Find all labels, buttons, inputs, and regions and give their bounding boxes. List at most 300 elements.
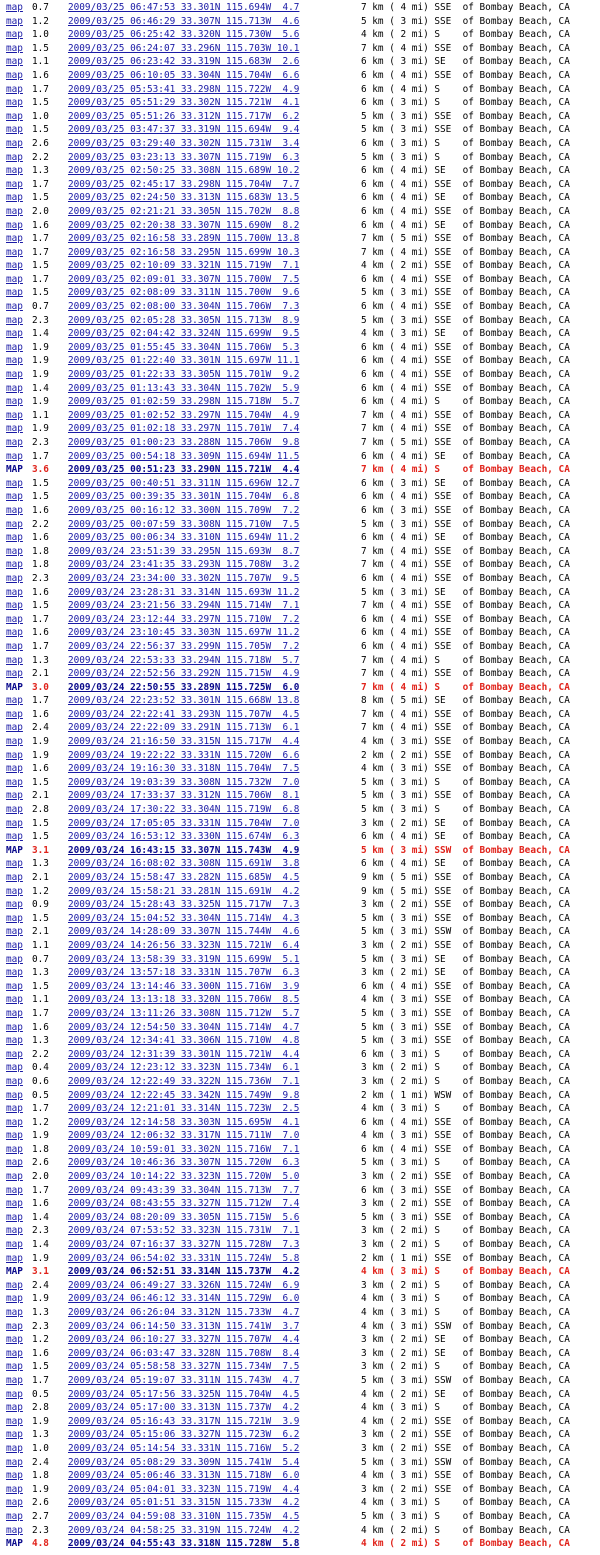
map-link[interactable]: map <box>6 437 23 448</box>
event-details-link[interactable]: 2009/03/24 16:08:02 33.308N 115.691W 3.8 <box>68 858 300 870</box>
quake-row <box>0 1292 600 1306</box>
event-details-link[interactable]: 2009/03/24 15:58:21 33.281N 115.691W 4.2 <box>68 885 300 897</box>
event-details-link[interactable]: 2009/03/24 06:54:02 33.331N 115.724W 5.8 <box>68 1252 300 1264</box>
magnitude: 2.3 <box>32 1225 49 1237</box>
event-details-link[interactable]: 2009/03/24 09:43:39 33.304N 115.713W 7.7 <box>68 1184 300 1196</box>
map-link[interactable]: MAP <box>6 464 23 476</box>
map-link[interactable]: map <box>6 42 23 54</box>
map-link[interactable]: map <box>6 994 23 1006</box>
event-details-link[interactable]: 2009/03/25 06:23:42 33.319N 115.683W 2.6 <box>68 56 300 68</box>
event-details-link[interactable]: 2009/03/25 06:10:05 33.304N 115.704W 6.6 <box>68 69 300 81</box>
map-link[interactable]: map <box>6 1402 23 1414</box>
location-text: 7 km ( 4 mi) SSE of Bombay Beach, CA <box>361 42 570 54</box>
map-link[interactable]: map <box>6 301 23 313</box>
map-link[interactable]: MAP <box>6 844 23 856</box>
event-details-link[interactable]: 2009/03/25 02:05:28 33.305N 115.713W 8.9 <box>68 314 300 326</box>
map-link[interactable]: map <box>6 559 23 571</box>
map-link[interactable]: map <box>6 110 23 122</box>
magnitude: 1.4 <box>32 1239 49 1251</box>
map-link[interactable]: map <box>6 695 23 707</box>
event-details-link[interactable]: 2009/03/25 01:22:33 33.305N 115.701W 9.2 <box>68 369 300 381</box>
event-details-link[interactable]: 2009/03/25 03:29:40 33.302N 115.731W 3.4 <box>68 137 300 149</box>
event-details-link[interactable]: 2009/03/24 07:53:52 33.323N 115.731W 7.1 <box>68 1225 300 1237</box>
map-link[interactable]: map <box>6 1035 23 1047</box>
map-link[interactable]: map <box>6 260 23 272</box>
event-details-link[interactable]: 2009/03/24 05:01:51 33.315N 115.733W 4.2 <box>68 1497 300 1509</box>
map-link[interactable]: map <box>6 776 23 788</box>
quake-row <box>0 1388 600 1402</box>
map-link[interactable]: map <box>6 1184 23 1196</box>
map-link[interactable]: map <box>6 165 23 177</box>
map-link[interactable]: map <box>6 1062 23 1074</box>
quake-row <box>0 123 600 137</box>
event-details-link[interactable]: 2009/03/25 01:00:23 33.288N 115.706W 9.8 <box>68 437 300 448</box>
magnitude: 1.2 <box>32 885 49 897</box>
event-details-link[interactable]: 2009/03/25 01:02:52 33.297N 115.704W 4.9 <box>68 409 300 421</box>
event-details-link[interactable]: 2009/03/24 22:53:33 33.294N 115.718W 5.7 <box>68 654 300 666</box>
map-link[interactable]: map <box>6 219 23 231</box>
map-link[interactable]: map <box>6 1143 23 1155</box>
map-link[interactable]: map <box>6 1279 23 1291</box>
map-link[interactable]: map <box>6 532 23 544</box>
event-details-link[interactable]: 2009/03/24 17:30:22 33.304N 115.719W 6.8 <box>68 804 300 816</box>
map-link[interactable]: map <box>6 151 23 163</box>
location-text: 6 km ( 4 mi) SE of Bombay Beach, CA <box>361 219 570 231</box>
event-details-link[interactable]: 2009/03/24 23:28:31 33.314N 115.693W 11.2 <box>68 586 300 598</box>
map-link[interactable]: map <box>6 341 23 353</box>
quake-row <box>0 1510 600 1524</box>
event-details-link[interactable]: 2009/03/25 01:22:40 33.301N 115.697W 11.1 <box>68 355 300 367</box>
map-link[interactable]: map <box>6 953 23 965</box>
event-details-link[interactable]: 2009/03/24 16:43:15 33.307N 115.743W 4.9 <box>68 844 300 856</box>
location-text: 5 km ( 3 mi) SSE of Bombay Beach, CA <box>361 1007 570 1019</box>
map-link[interactable]: map <box>6 1524 23 1536</box>
map-link[interactable]: map <box>6 1293 23 1305</box>
event-details-link[interactable]: 2009/03/24 19:16:30 33.318N 115.704W 7.5 <box>68 763 300 775</box>
event-details-link[interactable]: 2009/03/24 22:50:55 33.289N 115.725W 6.0 <box>68 681 300 693</box>
map-link[interactable]: map <box>6 1116 23 1128</box>
event-details-link[interactable]: 2009/03/24 10:46:36 33.307N 115.720W 6.3 <box>68 1157 300 1169</box>
map-link[interactable]: map <box>6 450 23 462</box>
map-link[interactable]: map <box>6 409 23 421</box>
event-details-link[interactable]: 2009/03/24 08:20:09 33.305N 115.715W 5.6 <box>68 1211 300 1223</box>
map-link[interactable]: map <box>6 885 23 897</box>
map-link[interactable]: map <box>6 1211 23 1223</box>
map-link[interactable]: map <box>6 817 23 829</box>
event-details-link[interactable]: 2009/03/24 06:46:12 33.314N 115.729W 6.0 <box>68 1293 300 1305</box>
event-details-link[interactable]: 2009/03/24 19:03:39 33.308N 115.732W 7.0 <box>68 776 300 788</box>
map-link[interactable]: map <box>6 804 23 816</box>
quake-row <box>0 776 600 790</box>
magnitude: 1.9 <box>32 1483 49 1495</box>
magnitude: 1.7 <box>32 246 49 258</box>
map-link[interactable]: map <box>6 1103 23 1115</box>
map-link[interactable]: map <box>6 1075 23 1087</box>
map-link[interactable]: map <box>6 1089 23 1101</box>
map-link[interactable]: map <box>6 56 23 68</box>
quake-row <box>0 450 600 464</box>
event-details-link[interactable]: 2009/03/24 05:17:56 33.325N 115.704W 4.5 <box>68 1388 300 1400</box>
event-details-link[interactable]: 2009/03/25 02:09:01 33.307N 115.700W 7.5 <box>68 273 300 285</box>
event-details-link[interactable]: 2009/03/24 22:22:09 33.291N 115.713W 6.1 <box>68 722 300 734</box>
magnitude: 2.2 <box>32 1048 49 1060</box>
map-link[interactable]: map <box>6 1497 23 1509</box>
map-link[interactable]: map <box>6 2 23 13</box>
location-text: 5 km ( 3 mi) SSE of Bombay Beach, CA <box>361 1021 570 1033</box>
event-details-link[interactable]: 2009/03/25 02:20:38 33.307N 115.690W 8.2 <box>68 219 300 231</box>
magnitude: 1.5 <box>32 287 49 299</box>
event-details-link[interactable]: 2009/03/25 01:02:18 33.297N 115.701W 7.4 <box>68 423 300 435</box>
map-link[interactable]: MAP <box>6 681 23 693</box>
map-link[interactable]: map <box>6 1470 23 1482</box>
quake-row <box>0 993 600 1007</box>
map-link[interactable]: map <box>6 382 23 394</box>
map-link[interactable]: map <box>6 872 23 883</box>
event-details-link[interactable]: 2009/03/25 05:53:41 33.298N 115.722W 4.9 <box>68 83 300 95</box>
map-link[interactable]: map <box>6 137 23 149</box>
event-details-link[interactable]: 2009/03/24 08:43:55 33.327N 115.712W 7.4 <box>68 1198 300 1210</box>
event-details-link[interactable]: 2009/03/25 02:21:21 33.305N 115.702W 8.8 <box>68 205 300 217</box>
magnitude: 1.3 <box>32 1035 49 1047</box>
event-details-link[interactable]: 2009/03/25 02:16:58 33.289N 115.700W 13.8 <box>68 233 300 245</box>
event-details-link[interactable]: 2009/03/25 01:02:59 33.298N 115.718W 5.7 <box>68 396 300 408</box>
map-link[interactable]: map <box>6 97 23 109</box>
quake-row <box>0 1 600 15</box>
location-text: 6 km ( 4 mi) SSE of Bombay Beach, CA <box>361 369 570 381</box>
quake-row <box>0 980 600 994</box>
map-link[interactable]: map <box>6 1225 23 1237</box>
map-link[interactable]: map <box>6 939 23 951</box>
event-details-link[interactable]: 2009/03/24 22:52:56 33.292N 115.715W 4.9 <box>68 668 300 680</box>
map-link[interactable]: map <box>6 205 23 217</box>
location-text: 6 km ( 4 mi) S of Bombay Beach, CA <box>361 396 570 408</box>
location-text: 6 km ( 4 mi) S of Bombay Beach, CA <box>361 83 570 95</box>
map-link[interactable]: map <box>6 613 23 625</box>
event-details-link[interactable]: 2009/03/25 01:13:43 33.304N 115.702W 5.9 <box>68 382 300 394</box>
event-details-link[interactable]: 2009/03/24 15:58:47 33.282N 115.685W 4.5 <box>68 872 300 883</box>
magnitude: 2.0 <box>32 1171 49 1183</box>
map-link[interactable]: map <box>6 668 23 680</box>
location-text: 7 km ( 5 mi) SSE of Bombay Beach, CA <box>361 233 570 245</box>
map-link[interactable]: map <box>6 627 23 639</box>
map-link[interactable]: map <box>6 1361 23 1373</box>
location-text: 7 km ( 4 mi) S of Bombay Beach, CA <box>361 464 570 476</box>
map-link[interactable]: map <box>6 858 23 870</box>
map-link[interactable]: map <box>6 1157 23 1169</box>
event-details-link[interactable]: 2009/03/24 17:05:05 33.331N 115.704W 7.0 <box>68 817 300 829</box>
event-details-link[interactable]: 2009/03/24 12:22:45 33.342N 115.749W 9.8 <box>68 1089 300 1101</box>
event-details-link[interactable]: 2009/03/25 02:24:50 33.313N 115.683W 13.5 <box>68 192 300 204</box>
map-link[interactable]: map <box>6 708 23 720</box>
event-details-link[interactable]: 2009/03/24 13:14:46 33.300N 115.716W 3.9 <box>68 980 300 992</box>
event-details-link[interactable]: 2009/03/25 06:47:53 33.301N 115.694W 4.7 <box>68 2 300 13</box>
event-details-link[interactable]: 2009/03/25 06:24:07 33.296N 115.703W 10.1 <box>68 42 300 54</box>
map-link[interactable]: map <box>6 355 23 367</box>
event-details-link[interactable]: 2009/03/25 00:07:59 33.308N 115.710W 7.5 <box>68 518 300 530</box>
map-link[interactable]: map <box>6 926 23 938</box>
event-details-link[interactable]: 2009/03/24 04:58:25 33.319N 115.724W 4.2 <box>68 1524 300 1536</box>
map-link[interactable]: map <box>6 640 23 652</box>
event-details-link[interactable]: 2009/03/24 10:14:22 33.323N 115.720W 5.0 <box>68 1171 300 1183</box>
event-details-link[interactable]: 2009/03/24 17:33:37 33.312N 115.706W 8.1 <box>68 790 300 802</box>
event-details-link[interactable]: 2009/03/24 06:49:27 33.326N 115.724W 6.9 <box>68 1279 300 1291</box>
map-link[interactable]: map <box>6 29 23 41</box>
map-link[interactable]: map <box>6 1171 23 1183</box>
map-link[interactable]: map <box>6 328 23 340</box>
quake-row <box>0 490 600 504</box>
magnitude: 1.6 <box>32 1021 49 1033</box>
event-details-link[interactable]: 2009/03/24 13:57:18 33.331N 115.707W 6.3 <box>68 967 300 979</box>
location-text: 3 km ( 2 mi) SSE of Bombay Beach, CA <box>361 899 570 911</box>
map-link[interactable]: map <box>6 1510 23 1522</box>
map-link[interactable]: map <box>6 504 23 516</box>
event-details-link[interactable]: 2009/03/24 05:14:54 33.331N 115.716W 5.2 <box>68 1442 300 1454</box>
event-details-link[interactable]: 2009/03/24 23:41:35 33.293N 115.708W 3.2 <box>68 559 300 571</box>
map-link[interactable]: map <box>6 314 23 326</box>
quake-row <box>0 422 600 436</box>
map-link[interactable]: map <box>6 980 23 992</box>
event-details-link[interactable]: 2009/03/24 15:28:43 33.325N 115.717W 7.3 <box>68 899 300 911</box>
map-link[interactable]: map <box>6 1442 23 1454</box>
event-details-link[interactable]: 2009/03/24 05:19:07 33.311N 115.743W 4.7 <box>68 1374 300 1386</box>
map-link[interactable]: map <box>6 831 23 843</box>
event-details-link[interactable]: 2009/03/24 12:23:12 33.323N 115.734W 6.1 <box>68 1062 300 1074</box>
event-details-link[interactable]: 2009/03/24 12:21:01 33.314N 115.723W 2.5 <box>68 1103 300 1115</box>
event-details-link[interactable]: 2009/03/24 12:22:49 33.322N 115.736W 7.1 <box>68 1075 300 1087</box>
map-link[interactable]: map <box>6 572 23 584</box>
location-text: 9 km ( 5 mi) SSE of Bombay Beach, CA <box>361 872 570 883</box>
event-details-link[interactable]: 2009/03/25 00:16:12 33.300N 115.709W 7.2 <box>68 504 300 516</box>
event-details-link[interactable]: 2009/03/24 12:54:50 33.304N 115.714W 4.7 <box>68 1021 300 1033</box>
event-details-link[interactable]: 2009/03/25 01:55:45 33.304N 115.706W 5.3 <box>68 341 300 353</box>
map-link[interactable]: map <box>6 1007 23 1019</box>
map-link[interactable]: map <box>6 967 23 979</box>
map-link[interactable]: map <box>6 1347 23 1359</box>
location-text: 5 km ( 3 mi) S of Bombay Beach, CA <box>361 151 570 163</box>
map-link[interactable]: map <box>6 1307 23 1318</box>
event-details-link[interactable]: 2009/03/25 02:04:42 33.324N 115.699W 9.5 <box>68 328 300 340</box>
quake-row <box>0 654 600 668</box>
map-link[interactable]: map <box>6 178 23 190</box>
map-link[interactable]: map <box>6 545 23 557</box>
map-link[interactable]: map <box>6 736 23 748</box>
magnitude: 0.5 <box>32 1089 49 1101</box>
event-details-link[interactable]: 2009/03/25 03:47:37 33.319N 115.694W 9.4 <box>68 124 300 136</box>
quake-row <box>0 1320 600 1334</box>
quake-row <box>0 504 600 518</box>
event-details-link[interactable]: 2009/03/24 06:10:27 33.327N 115.707W 4.4 <box>68 1334 300 1346</box>
magnitude: 2.8 <box>32 1402 49 1414</box>
map-link[interactable]: map <box>6 1130 23 1142</box>
map-link[interactable]: map <box>6 369 23 381</box>
magnitude: 1.5 <box>32 817 49 829</box>
magnitude: 1.1 <box>32 994 49 1006</box>
event-details-link[interactable]: 2009/03/25 05:51:26 33.312N 115.717W 6.2 <box>68 110 300 122</box>
map-link[interactable]: map <box>6 233 23 245</box>
magnitude: 1.5 <box>32 1361 49 1373</box>
event-details-link[interactable]: 2009/03/25 02:08:09 33.311N 115.700W 9.6 <box>68 287 300 299</box>
event-details-link[interactable]: 2009/03/24 05:16:43 33.317N 115.721W 3.9 <box>68 1415 300 1427</box>
map-link[interactable]: map <box>6 287 23 299</box>
map-link[interactable]: map <box>6 763 23 775</box>
quake-row <box>0 1524 600 1538</box>
event-details-link[interactable]: 2009/03/24 23:10:45 33.303N 115.697W 11.2 <box>68 627 300 639</box>
event-details-link[interactable]: 2009/03/24 04:59:08 33.310N 115.735W 4.5 <box>68 1510 300 1522</box>
map-link[interactable]: map <box>6 1198 23 1210</box>
magnitude: 1.4 <box>32 1211 49 1223</box>
magnitude: 2.6 <box>32 137 49 149</box>
event-details-link[interactable]: 2009/03/25 03:23:13 33.307N 115.719W 6.3 <box>68 151 300 163</box>
quake-row <box>0 667 600 681</box>
event-details-link[interactable]: 2009/03/24 22:23:52 33.301N 115.668W 13.8 <box>68 695 300 707</box>
event-details-link[interactable]: 2009/03/24 05:08:29 33.309N 115.741W 5.4 <box>68 1456 300 1468</box>
map-link[interactable]: map <box>6 600 23 612</box>
map-link[interactable]: map <box>6 1334 23 1346</box>
event-details-link[interactable]: 2009/03/24 15:04:52 33.304N 115.714W 4.3 <box>68 912 300 924</box>
map-link[interactable]: map <box>6 423 23 435</box>
event-details-link[interactable]: 2009/03/24 05:06:46 33.313N 115.718W 6.0 <box>68 1470 300 1482</box>
magnitude: 2.2 <box>32 518 49 530</box>
location-text: 6 km ( 3 mi) SE of Bombay Beach, CA <box>361 56 570 68</box>
magnitude: 1.6 <box>32 708 49 720</box>
event-details-link[interactable]: 2009/03/24 22:56:37 33.299N 115.705W 7.2 <box>68 640 300 652</box>
map-link[interactable]: map <box>6 1252 23 1264</box>
quake-row <box>0 246 600 260</box>
event-details-link[interactable]: 2009/03/25 00:06:34 33.310N 115.694W 11.2 <box>68 532 300 544</box>
magnitude: 1.3 <box>32 165 49 177</box>
event-details-link[interactable]: 2009/03/24 23:21:56 33.294N 115.714W 7.1 <box>68 600 300 612</box>
quake-row <box>0 83 600 97</box>
event-details-link[interactable]: 2009/03/24 14:28:09 33.307N 115.744W 4.6 <box>68 926 300 938</box>
event-details-link[interactable]: 2009/03/24 23:34:00 33.302N 115.707W 9.5 <box>68 572 300 584</box>
map-link[interactable]: map <box>6 246 23 258</box>
quake-row <box>0 1021 600 1035</box>
location-text: 6 km ( 4 mi) SSE of Bombay Beach, CA <box>361 382 570 394</box>
map-link[interactable]: map <box>6 586 23 598</box>
map-link[interactable]: map <box>6 1388 23 1400</box>
event-details-link[interactable]: 2009/03/24 10:59:01 33.302N 115.716W 7.1 <box>68 1143 300 1155</box>
event-details-link[interactable]: 2009/03/24 21:16:50 33.315N 115.717W 4.4 <box>68 736 300 748</box>
event-details-link[interactable]: 2009/03/24 16:53:12 33.330N 115.674W 6.3 <box>68 831 300 843</box>
quake-row <box>0 626 600 640</box>
map-link[interactable]: map <box>6 1374 23 1386</box>
event-details-link[interactable]: 2009/03/24 06:14:50 33.313N 115.741W 3.7 <box>68 1320 300 1332</box>
map-link[interactable]: map <box>6 15 23 27</box>
event-details-link[interactable]: 2009/03/24 13:11:26 33.308N 115.712W 5.7 <box>68 1007 300 1019</box>
map-link[interactable]: map <box>6 518 23 530</box>
map-link[interactable]: MAP <box>6 1538 23 1550</box>
location-text: 3 km ( 2 mi) SSE of Bombay Beach, CA <box>361 1483 570 1495</box>
event-details-link[interactable]: 2009/03/24 05:17:00 33.313N 115.737W 4.2 <box>68 1402 300 1414</box>
event-details-link[interactable]: 2009/03/25 05:51:29 33.302N 115.721W 4.1 <box>68 97 300 109</box>
map-link[interactable]: map <box>6 1021 23 1033</box>
quake-row <box>0 1483 600 1497</box>
map-link[interactable]: map <box>6 83 23 95</box>
map-link[interactable]: map <box>6 1415 23 1427</box>
map-link[interactable]: map <box>6 899 23 911</box>
quake-row <box>0 1007 600 1021</box>
location-text: 5 km ( 3 mi) SSW of Bombay Beach, CA <box>361 844 570 856</box>
map-link[interactable]: map <box>6 1429 23 1441</box>
map-link[interactable]: map <box>6 790 23 802</box>
location-text: 5 km ( 3 mi) S of Bombay Beach, CA <box>361 1157 570 1169</box>
quake-row <box>0 1224 600 1238</box>
event-details-link[interactable]: 2009/03/25 00:51:23 33.290N 115.721W 4.4 <box>68 464 300 476</box>
event-details-link[interactable]: 2009/03/25 02:10:09 33.321N 115.719W 7.1 <box>68 260 300 272</box>
event-details-link[interactable]: 2009/03/25 00:40:51 33.311N 115.696W 12.7 <box>68 477 300 489</box>
map-link[interactable]: map <box>6 1320 23 1332</box>
location-text: 9 km ( 5 mi) SSE of Bombay Beach, CA <box>361 885 570 897</box>
event-details-link[interactable]: 2009/03/24 13:13:18 33.320N 115.706W 8.5 <box>68 994 300 1006</box>
event-details-link[interactable]: 2009/03/24 07:16:37 33.327N 115.728W 7.3 <box>68 1239 300 1251</box>
map-link[interactable]: map <box>6 654 23 666</box>
event-details-link[interactable]: 2009/03/25 06:46:29 33.307N 115.713W 4.6 <box>68 15 300 27</box>
event-details-link[interactable]: 2009/03/24 05:15:06 33.327N 115.723W 6.2 <box>68 1429 300 1441</box>
map-link[interactable]: map <box>6 1456 23 1468</box>
location-text: 5 km ( 3 mi) SSE of Bombay Beach, CA <box>361 1035 570 1047</box>
quake-row <box>0 613 600 627</box>
map-link[interactable]: map <box>6 1048 23 1060</box>
event-details-link[interactable]: 2009/03/24 22:22:41 33.293N 115.707W 4.5 <box>68 708 300 720</box>
event-details-link[interactable]: 2009/03/25 00:54:18 33.309N 115.694W 11.5 <box>68 450 300 462</box>
event-details-link[interactable]: 2009/03/24 23:51:39 33.295N 115.693W 8.7 <box>68 545 300 557</box>
event-details-link[interactable]: 2009/03/24 12:06:32 33.317N 115.711W 7.0 <box>68 1130 300 1142</box>
event-details-link[interactable]: 2009/03/24 23:12:44 33.297N 115.710W 7.2 <box>68 613 300 625</box>
map-link[interactable]: map <box>6 749 23 761</box>
quake-row <box>0 708 600 722</box>
map-link[interactable]: map <box>6 273 23 285</box>
event-details-link[interactable]: 2009/03/25 06:25:42 33.320N 115.730W 5.6 <box>68 29 300 41</box>
map-link[interactable]: map <box>6 1239 23 1251</box>
event-details-link[interactable]: 2009/03/24 19:22:22 33.331N 115.720W 6.6 <box>68 749 300 761</box>
event-details-link[interactable]: 2009/03/24 12:31:39 33.301N 115.721W 4.4 <box>68 1048 300 1060</box>
event-details-link[interactable]: 2009/03/25 02:45:17 33.298N 115.704W 7.7 <box>68 178 300 190</box>
event-details-link[interactable]: 2009/03/24 12:14:58 33.303N 115.695W 4.1 <box>68 1116 300 1128</box>
event-details-link[interactable]: 2009/03/24 12:34:41 33.306N 115.710W 4.8 <box>68 1035 300 1047</box>
event-details-link[interactable]: 2009/03/25 02:08:00 33.304N 115.706W 7.3 <box>68 301 300 313</box>
magnitude: 2.1 <box>32 872 49 883</box>
event-details-link[interactable]: 2009/03/24 14:26:56 33.323N 115.721W 6.4 <box>68 939 300 951</box>
map-link[interactable]: MAP <box>6 1266 23 1278</box>
location-text: 5 km ( 3 mi) SSW of Bombay Beach, CA <box>361 1456 570 1468</box>
event-details-link[interactable]: 2009/03/24 13:58:39 33.319N 115.699W 5.1 <box>68 953 300 965</box>
event-details-link[interactable]: 2009/03/25 02:50:25 33.308N 115.689W 10.2 <box>68 165 300 177</box>
magnitude: 3.1 <box>32 1266 49 1278</box>
location-text: 3 km ( 2 mi) S of Bombay Beach, CA <box>361 1225 570 1237</box>
map-link[interactable]: map <box>6 477 23 489</box>
event-details-link[interactable]: 2009/03/24 05:58:58 33.327N 115.734W 7.5 <box>68 1361 300 1373</box>
event-details-link[interactable]: 2009/03/24 06:03:47 33.328N 115.708W 8.4 <box>68 1347 300 1359</box>
map-link[interactable]: map <box>6 124 23 136</box>
map-link[interactable]: map <box>6 491 23 503</box>
map-link[interactable]: map <box>6 722 23 734</box>
map-link[interactable]: map <box>6 192 23 204</box>
magnitude: 1.5 <box>32 491 49 503</box>
event-details-link[interactable]: 2009/03/24 06:52:51 33.314N 115.737W 4.2 <box>68 1266 300 1278</box>
event-details-link[interactable]: 2009/03/24 05:04:01 33.323N 115.719W 4.4 <box>68 1483 300 1495</box>
event-details-link[interactable]: 2009/03/24 04:55:43 33.318N 115.728W 5.8 <box>68 1538 300 1550</box>
map-link[interactable]: map <box>6 1483 23 1495</box>
map-link[interactable]: map <box>6 912 23 924</box>
event-details-link[interactable]: 2009/03/24 06:26:04 33.312N 115.733W 4.7 <box>68 1307 300 1318</box>
location-text: 7 km ( 4 mi) SSE of Bombay Beach, CA <box>361 2 570 13</box>
event-details-link[interactable]: 2009/03/25 02:16:58 33.295N 115.699W 10.3 <box>68 246 300 258</box>
magnitude: 2.6 <box>32 1497 49 1509</box>
map-link[interactable]: map <box>6 396 23 408</box>
event-details-link[interactable]: 2009/03/25 00:39:35 33.301N 115.704W 6.8 <box>68 491 300 503</box>
map-link[interactable]: map <box>6 69 23 81</box>
magnitude: 1.8 <box>32 545 49 557</box>
